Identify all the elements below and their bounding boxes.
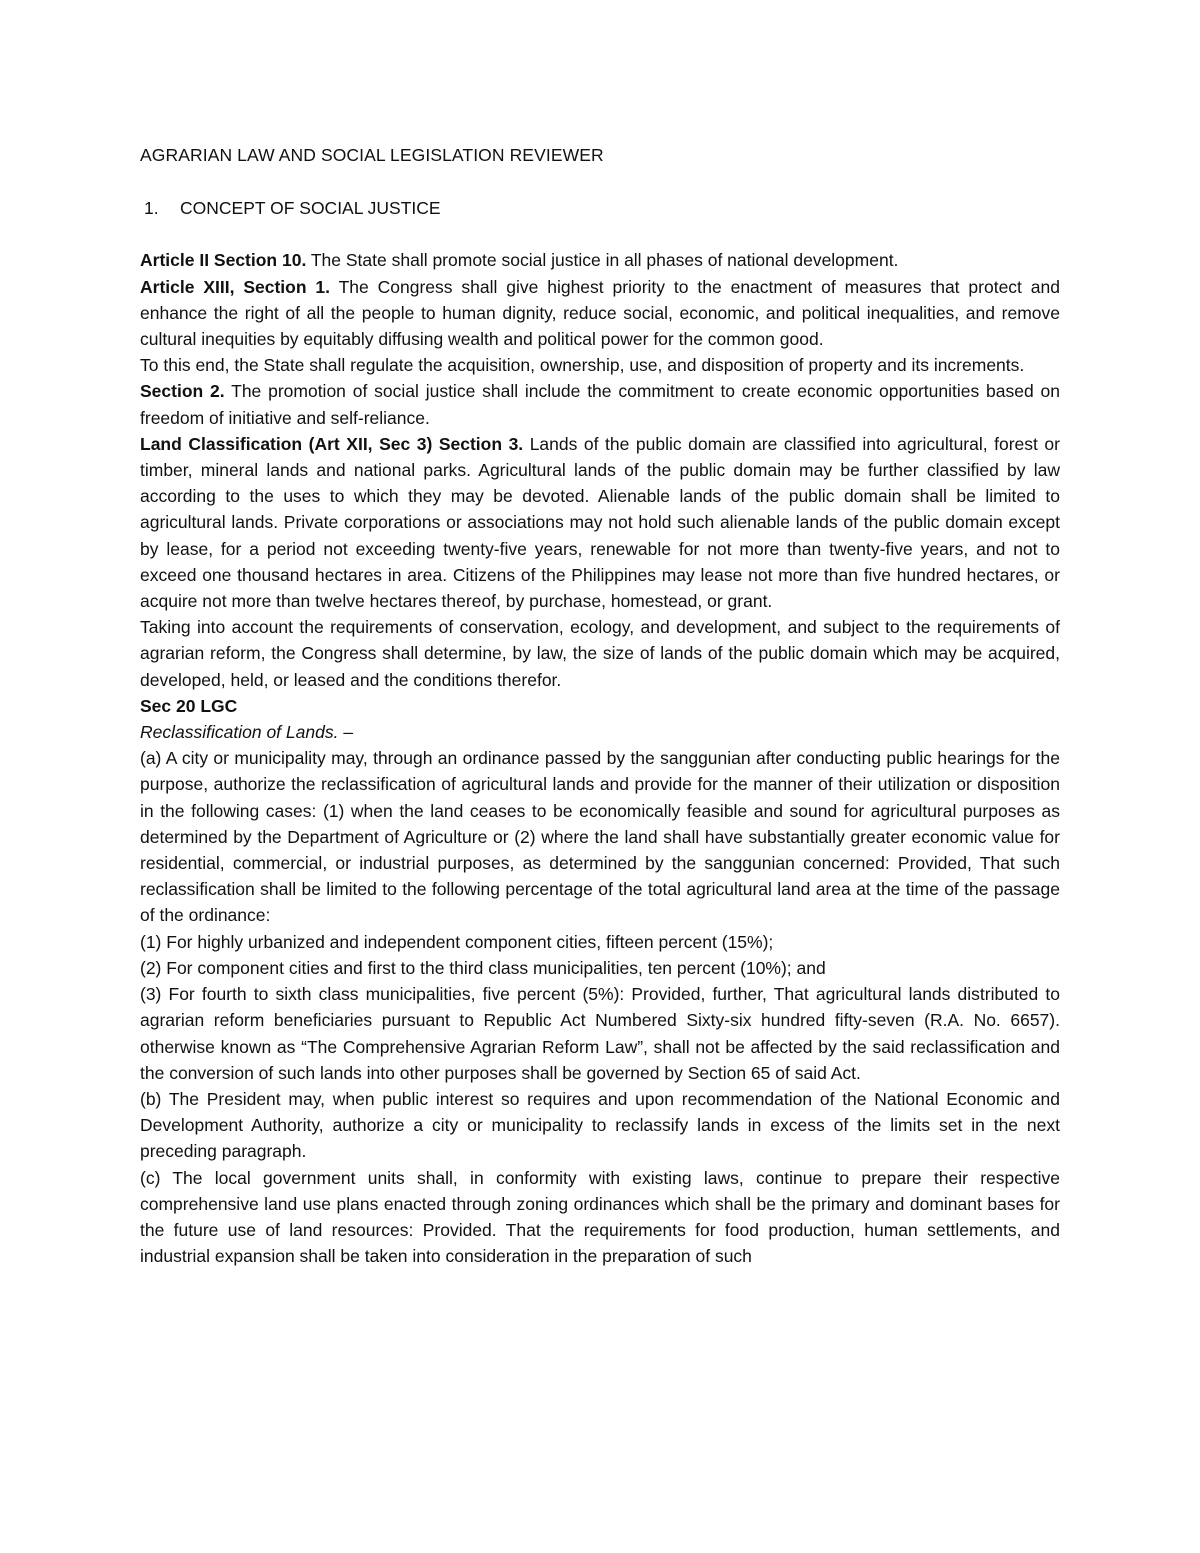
land-classification-heading: Land Classification (Art XII, Sec 3) Section 3. xyxy=(140,433,524,454)
clause-a-text: A city or municipality may, through an ordinance passed by the sanggunian after conducting public hearings for the purpose, authorize the reclassification of agricultural lands and provide for the manner of their utilization or disposition in the following cases: xyxy=(140,748,1060,821)
article-2-paragraph xyxy=(140,247,1060,273)
percentage-item-1-text: For highly urbanized and independent component cities, fifteen percent (15%); xyxy=(161,931,774,952)
clause-a-label: (a) xyxy=(140,748,162,769)
sec-20-heading: Sec 20 LGC xyxy=(140,695,238,716)
reclassification-title: Reclassification of Lands. xyxy=(140,722,339,743)
percentage-item-1-label: (1) xyxy=(140,931,162,952)
percentage-item-2 xyxy=(140,955,1060,981)
article-13-heading: Article XIII, Section 1. xyxy=(140,276,331,297)
section-2-heading: Section 2. xyxy=(140,381,225,402)
clause-a-case-2-label: (2) xyxy=(514,826,536,847)
clause-a-paragraph xyxy=(140,745,1060,928)
land-classification-text: Lands of the public domain are classified into agricultural, forest or timber, mineral lands and national parks. Agricultural lands of the public domain may be further classified by law according to the uses to which they may be devoted. Alienable lands of the public domain shall be limited to agricultural lands. Private corporations or associations may not hold such alienable lands of the public domain except by lease, for a period not exceeding twenty-five years, renewable for not more than twenty-five years, and not to exceed one thousand hectares in area. Citizens of the Philippines may lease not more than five hundred hectares, or acquire not more than twelve hectares thereof, by purchase, homestead, or grant. xyxy=(140,433,1060,612)
clause-c-label: (c) xyxy=(140,1167,161,1188)
list-label: CONCEPT OF SOCIAL JUSTICE xyxy=(180,198,441,219)
reclassification-heading xyxy=(140,719,1060,745)
document-title: AGRARIAN LAW AND SOCIAL LEGISLATION REVIEWER xyxy=(140,145,604,165)
clause-c-paragraph xyxy=(140,1165,1060,1270)
article-13-paragraph-2: To this end, the State shall regulate the acquisition, ownership, use, and disposition of property and its increments. xyxy=(140,355,1025,376)
clause-a-text-b: when the land ceases to be economically feasible and sound for agricultural purposes as determined by the Department of Agriculture or xyxy=(140,800,1060,847)
article-2-text: The State shall promote social justice in all phases of national development. xyxy=(306,250,899,271)
reclassification-dash: – xyxy=(338,722,354,743)
list-item xyxy=(144,195,1060,221)
percentage-item-1 xyxy=(140,929,1060,955)
article-2-heading: Article II Section 10. xyxy=(140,250,307,271)
percentage-item-3-ra: (R.A. No. 6657) xyxy=(924,1010,1056,1031)
clause-c-text: The local government units shall, in conformity with existing laws, continue to prepare their respective comprehensive land use plans enacted through zoning ordinances which shall be the primary and dominant bases for the future use of land resources: Provided. That the requirements for food production, human settlements, and industrial expansion shall be taken into consideration in the preparation of such xyxy=(140,1167,1060,1267)
clause-b-label: (b) xyxy=(140,1088,162,1109)
document-page xyxy=(140,142,1060,1269)
clause-a-case-1-label: (1) xyxy=(322,800,345,821)
land-classification-paragraph-2: Taking into account the requirements of conservation, ecology, and development, and subject to the requirements of agrarian reform, the Congress shall determine, by law, the size of lands of the public domain which may be acquired, developed, held, or leased and the conditions therefor. xyxy=(140,617,1060,690)
clause-b-paragraph xyxy=(140,1086,1060,1165)
percentage-item-3-text: For fourth to sixth class municipalities, five percent (5%): Provided, further, That agricultural lands distributed to agrarian reform beneficiaries pursuant to Republic Act Numbered Sixty-six hundred fifty-seven xyxy=(140,984,1060,1031)
percentage-item-2-text: For component cities and first to the third class municipalities, ten percent (10%); and xyxy=(161,957,826,978)
clause-a-text-c: where the land shall have substantially greater economic value for residential, commercial, or industrial purposes, as determined by the sanggunian concerned: Provided, That such reclassification shall be limited to the following percentage of the total agricultural land area at the time of the passage of the ordinance: xyxy=(140,826,1060,926)
article-13-text: The Congress shall give highest priority to the enactment of measures that protect and enhance the right of all the people to human dignity, reduce social, economic, and political inequalities, and remove cultural inequities by equitably diffusing wealth and political power for the common good. xyxy=(140,276,1060,350)
article-13-paragraph xyxy=(140,274,1060,353)
percentage-item-3-text-b: . otherwise known as “The Comprehensive Agrarian Reform Law”, shall not be affected by the said reclassification and the conversion of such lands into other purposes shall be governed by Section 65 of said Act. xyxy=(140,1010,1060,1083)
land-classification-paragraph xyxy=(140,431,1060,614)
clause-b-text: The President may, when public interest so requires and upon recommendation of the National Economic and Development Authority, authorize a city or municipality to reclassify lands in excess of the limits set in the next preceding paragraph. xyxy=(140,1088,1060,1162)
percentage-item-3 xyxy=(140,981,1060,1086)
percentage-item-2-label: (2) xyxy=(140,957,162,978)
section-2-text: The promotion of social justice shall include the commitment to create economic opportunities based on freedom of initiative and self-reliance. xyxy=(140,381,1060,428)
percentage-item-3-label: (3) xyxy=(140,984,162,1005)
list-number: 1. xyxy=(144,198,159,219)
section-2-paragraph xyxy=(140,378,1060,430)
